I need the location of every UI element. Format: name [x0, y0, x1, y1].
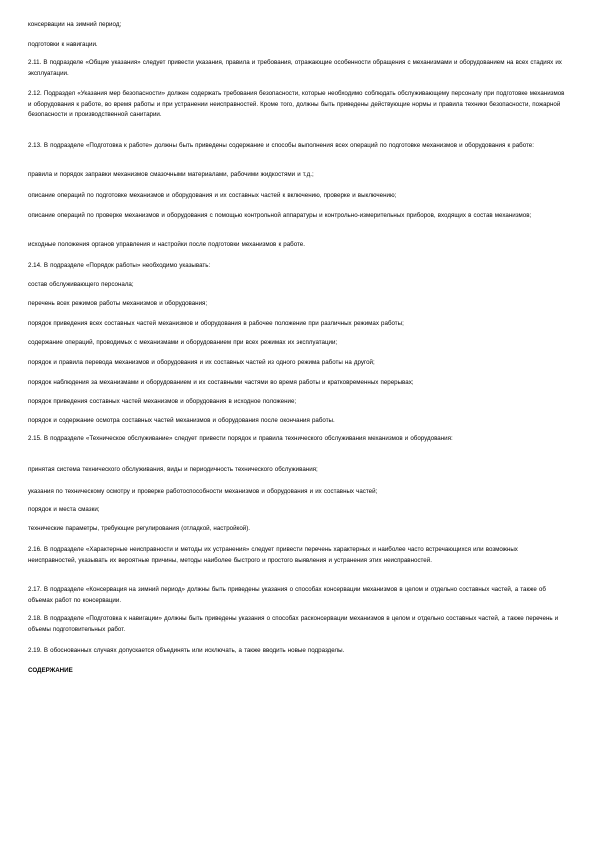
paragraph: 2.13. В подразделе «Подготовка к работе» должны быть приведены содержание и способы выполнения всех операций по подготовке механизмов и оборудования к работе:	[28, 142, 534, 149]
paragraph: подготовки к навигации.	[28, 41, 98, 48]
paragraph: содержание операций, проводимых с механизмами и оборудованием при всех режимах их эксплуатации;	[28, 339, 338, 346]
paragraph: 2.17. В подразделе «Консервация на зимний период» должны быть приведены указания о способах консервации механизмов в целом и отдельно составных частей, а также об объемах работ по консервации.	[28, 586, 546, 604]
paragraph: порядок приведения составных частей механизмов и оборудования в исходное положение;	[28, 398, 297, 405]
paragraph: принятая система технического обслуживания, виды и периодичность технического обслуживания;	[28, 466, 318, 473]
paragraph: порядок и содержание осмотра составных частей механизмов и оборудования после окончания работы.	[28, 417, 335, 424]
paragraph: 2.18. В подразделе «Подготовка к навигации» должны быть приведены указания о способах расконсервации механизмов в целом и отдельно составных частей, а также перечень и объемы подготовительных работ.	[28, 615, 559, 633]
paragraph: описание операций по подготовке механизмов и оборудования и их составных частей к включению, проверке и выключению;	[28, 192, 397, 199]
paragraph: 2.15. В подразделе «Техническое обслуживание» следует привести порядок и правила технического обслуживания механизмов и оборудования:	[28, 435, 453, 442]
paragraph: 2.14. В подразделе «Порядок работы» необходимо указывать:	[28, 262, 211, 269]
section-heading: СОДЕРЖАНИЕ	[28, 667, 73, 674]
paragraph: порядок наблюдения за механизмами и оборудованием и их составными частями во время работы и кратковременных перерывах;	[28, 379, 414, 386]
paragraph: описание операций по проверке механизмов и оборудования с помощью контрольной аппаратуры и контрольно-измерительных приборов, входящих в состав механизмов;	[28, 212, 532, 219]
paragraph: состав обслуживающего персонала;	[28, 281, 134, 288]
paragraph: порядок и места смазки;	[28, 506, 100, 513]
paragraph: 2.19. В обоснованных случаях допускается объединять или исключать, а также вводить новые подразделы.	[28, 647, 345, 654]
paragraph: правила и порядок заправки механизмов смазочными материалами, рабочими жидкостями и т.д.;	[28, 171, 314, 178]
paragraph: порядок приведения всех составных частей механизмов и оборудования в рабочее положение при различных режимах работы;	[28, 320, 404, 327]
paragraph: технические параметры, требующие регулирования (отладкой, настройкой).	[28, 525, 251, 532]
paragraph: консервации на зимний период;	[28, 21, 122, 28]
paragraph: перечень всех режимов работы механизмов и оборудования;	[28, 300, 208, 307]
paragraph: исходные положения органов управления и настройки после подготовки механизмов к работе.	[28, 241, 305, 248]
paragraph: порядок и правила перевода механизмов и оборудования и их составных частей из одного режима работы на другой;	[28, 359, 375, 366]
paragraph: 2.11. В подразделе «Общие указания» следует привести указания, правила и требования, отражающие особенности обращения с механизмами и оборудованием на всех стадиях их эксплуатации.	[28, 59, 562, 77]
paragraph: 2.16. В подразделе «Характерные неисправности и методы их устранения» следует привести перечень характерных и наиболее часто встречающихся или возможных неисправностей, указывать их вероятные причины, методы наиболее быстрого и простого выявления и устранения этих неисправностей.	[28, 546, 518, 564]
paragraph: указания по техническому осмотру и проверке работоспособности механизмов и оборудования и их составных частей;	[28, 488, 378, 495]
paragraph: 2.12. Подраздел «Указания мер безопасности» должен содержать требования безопасности, которые необходимо соблюдать обслуживающему персоналу при подготовке механизмов и оборудования к работе, во время работы и при устранении неисправностей. Кроме того, должны быть приведены действующие нормы и правила техники безопасности, пожарной безопасности и производственной санитарии.	[28, 90, 565, 119]
